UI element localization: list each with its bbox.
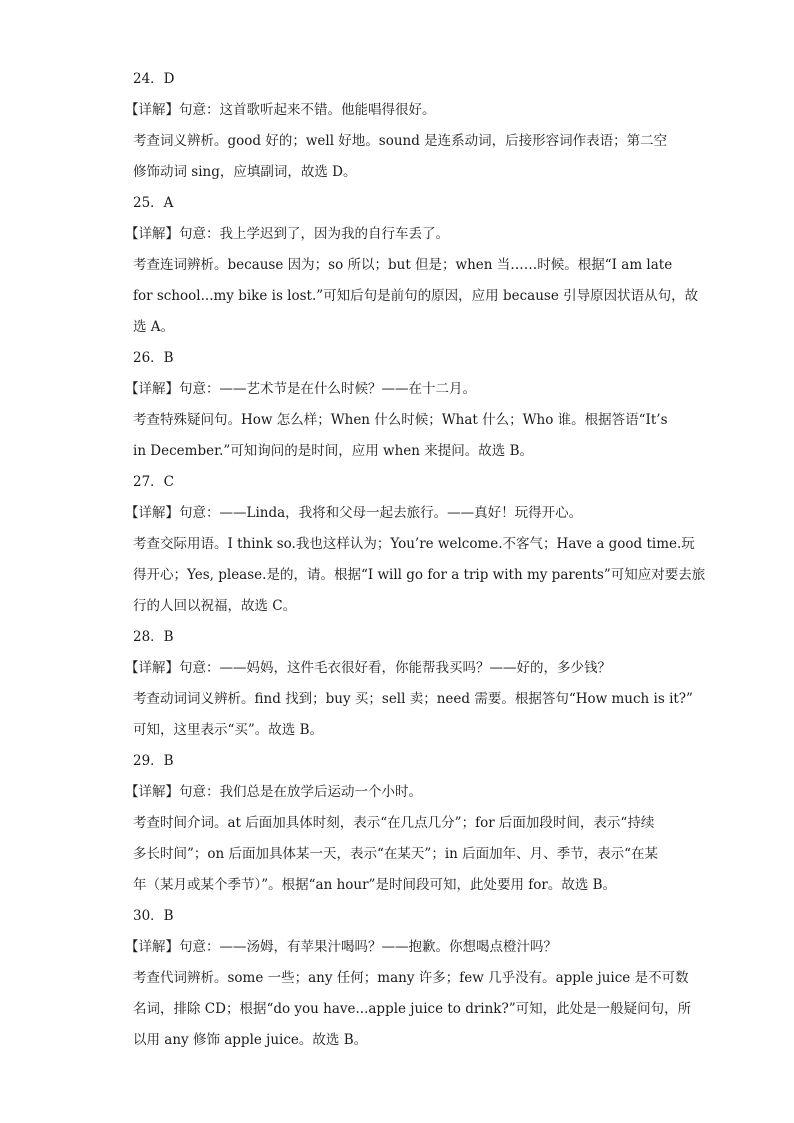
question-number: 26．B [133, 350, 174, 366]
explanation-line: 多长时间”；on 后面加具体某一天，表示“在某天”；in 后面加年、月、季节，表示“在某 [133, 846, 659, 862]
detail-line: 【详解】句意：——汤姆，有苹果汁喝吗？——抱歉。你想喝点橙汁吗？ [125, 939, 557, 955]
detail-line: 【详解】句意：——艺术节是在什么时候？——在十二月。 [125, 381, 476, 397]
answer-page [125, 64, 706, 1056]
detail-line: 【详解】句意：我们总是在放学后运动一个小时。 [125, 784, 422, 800]
explanation-line: in December.”可知询问的是时间，应用 when 来提问。故选 B。 [133, 443, 533, 459]
detail-line: 【详解】句意：我上学迟到了，因为我的自行车丢了。 [125, 226, 449, 242]
explanation-line: 修饰动词 sing，应填副词，故选 D。 [133, 164, 357, 180]
question-number: 25．A [133, 195, 174, 211]
explanation-line: 考查交际用语。I think so.我也这样认为；You’re welcome.不客气；Have a good time.玩 [133, 536, 695, 552]
explanation-line: 考查特殊疑问句。How 怎么样；When 什么时候；What 什么；Who 谁。根据答语“It’s [133, 412, 668, 428]
detail-line: 【详解】句意：——妈妈，这件毛衣很好看，你能帮我买吗？——好的，多少钱？ [125, 660, 611, 676]
explanation-line: 得开心；Yes, please.是的，请。根据“I will go for a trip with my parents”可知应对要去旅 [133, 567, 706, 583]
question-number: 24．D [133, 71, 175, 87]
question-number: 29．B [133, 753, 174, 769]
explanation-line: for school...my bike is lost.”可知后句是前句的原因，应用 because 引导原因状语从句，故 [133, 288, 699, 304]
explanation-line: 以用 any 修饰 apple juice。故选 B。 [133, 1032, 368, 1048]
explanation-line: 年（某月或某个季节）”。根据“an hour”是时间段可知，此处要用 for。故选 B。 [133, 877, 617, 893]
explanation-line: 考查词义辨析。good 好的；well 好地。sound 是连系动词，后接形容词作表语；第二空 [133, 133, 668, 149]
explanation-line: 考查动词词义辨析。find 找到；buy 买；sell 卖；need 需要。根据答句“How much is it?” [133, 691, 693, 707]
explanation-line: 考查代词辨析。some 一些；any 任何；many 许多；few 几乎没有。apple juice 是不可数 [133, 970, 689, 986]
detail-line: 【详解】句意：这首歌听起来不错。他能唱得很好。 [125, 102, 436, 118]
detail-line: 【详解】句意：——Linda，我将和父母一起去旅行。——真好！玩得开心。 [125, 505, 583, 521]
explanation-line: 行的人回以祝福，故选 C。 [133, 598, 297, 614]
question-number: 27．C [133, 474, 175, 490]
explanation-line: 名词，排除 CD；根据“do you have...apple juice to drink?”可知，此处是一般疑问句，所 [133, 1001, 692, 1017]
question-number: 30．B [133, 908, 174, 924]
explanation-line: 可知，这里表示“买”。故选 B。 [133, 722, 324, 738]
explanation-line: 考查连词辨析。because 因为；so 所以；but 但是；when 当……时候。根据“I am late [133, 257, 673, 273]
explanation-line: 选 A。 [133, 319, 175, 335]
explanation-line: 考查时间介词。at 后面加具体时刻，表示“在几点几分”；for 后面加段时间，表示“持续 [133, 815, 655, 831]
question-number: 28．B [133, 629, 174, 645]
